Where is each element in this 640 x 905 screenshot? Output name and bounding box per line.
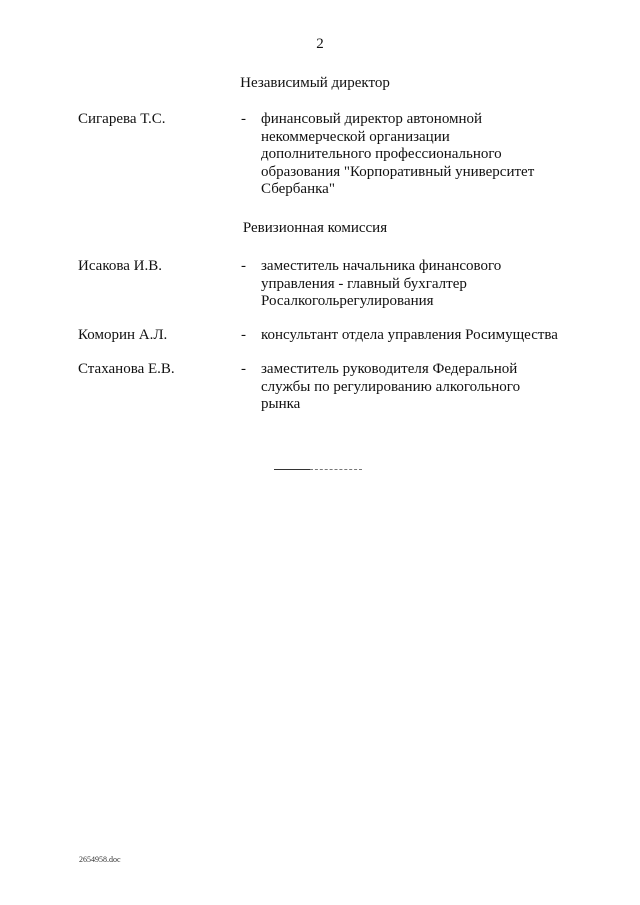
member-description: финансовый директор автономной некоммерческой организации дополнительного профессионального образования "Корпоративный университет Сбербанка"	[261, 111, 535, 197]
end-rule-dotted	[310, 469, 362, 470]
member-name: Исакова И.В.	[78, 258, 162, 274]
member-name: Стаханова Е.В.	[78, 361, 175, 377]
member-name: Сигарева Т.С.	[78, 111, 166, 127]
footer-file-name: 2654958.doc	[79, 855, 121, 864]
member-entry	[78, 111, 598, 203]
end-rule-solid	[274, 469, 310, 470]
member-description: заместитель руководителя Федеральной службы по регулированию алкогольного рынка	[261, 361, 521, 412]
member-entry	[78, 327, 598, 347]
list-dash: -	[241, 361, 246, 377]
list-dash: -	[241, 327, 246, 343]
list-dash: -	[241, 258, 246, 274]
member-name: Коморин А.Л.	[78, 327, 168, 343]
member-entry	[78, 258, 598, 314]
section-heading-audit-commission: Ревизионная комиссия	[242, 220, 388, 236]
member-entry	[78, 361, 598, 417]
member-description: заместитель начальника финансового управления - главный бухгалтер Росалкогольрегулирования	[261, 258, 502, 309]
page-number: 2	[316, 36, 324, 52]
list-dash: -	[241, 111, 246, 127]
member-description: консультант отдела управления Росимущества	[261, 327, 558, 343]
section-heading-independent-director: Независимый директор	[240, 75, 390, 91]
